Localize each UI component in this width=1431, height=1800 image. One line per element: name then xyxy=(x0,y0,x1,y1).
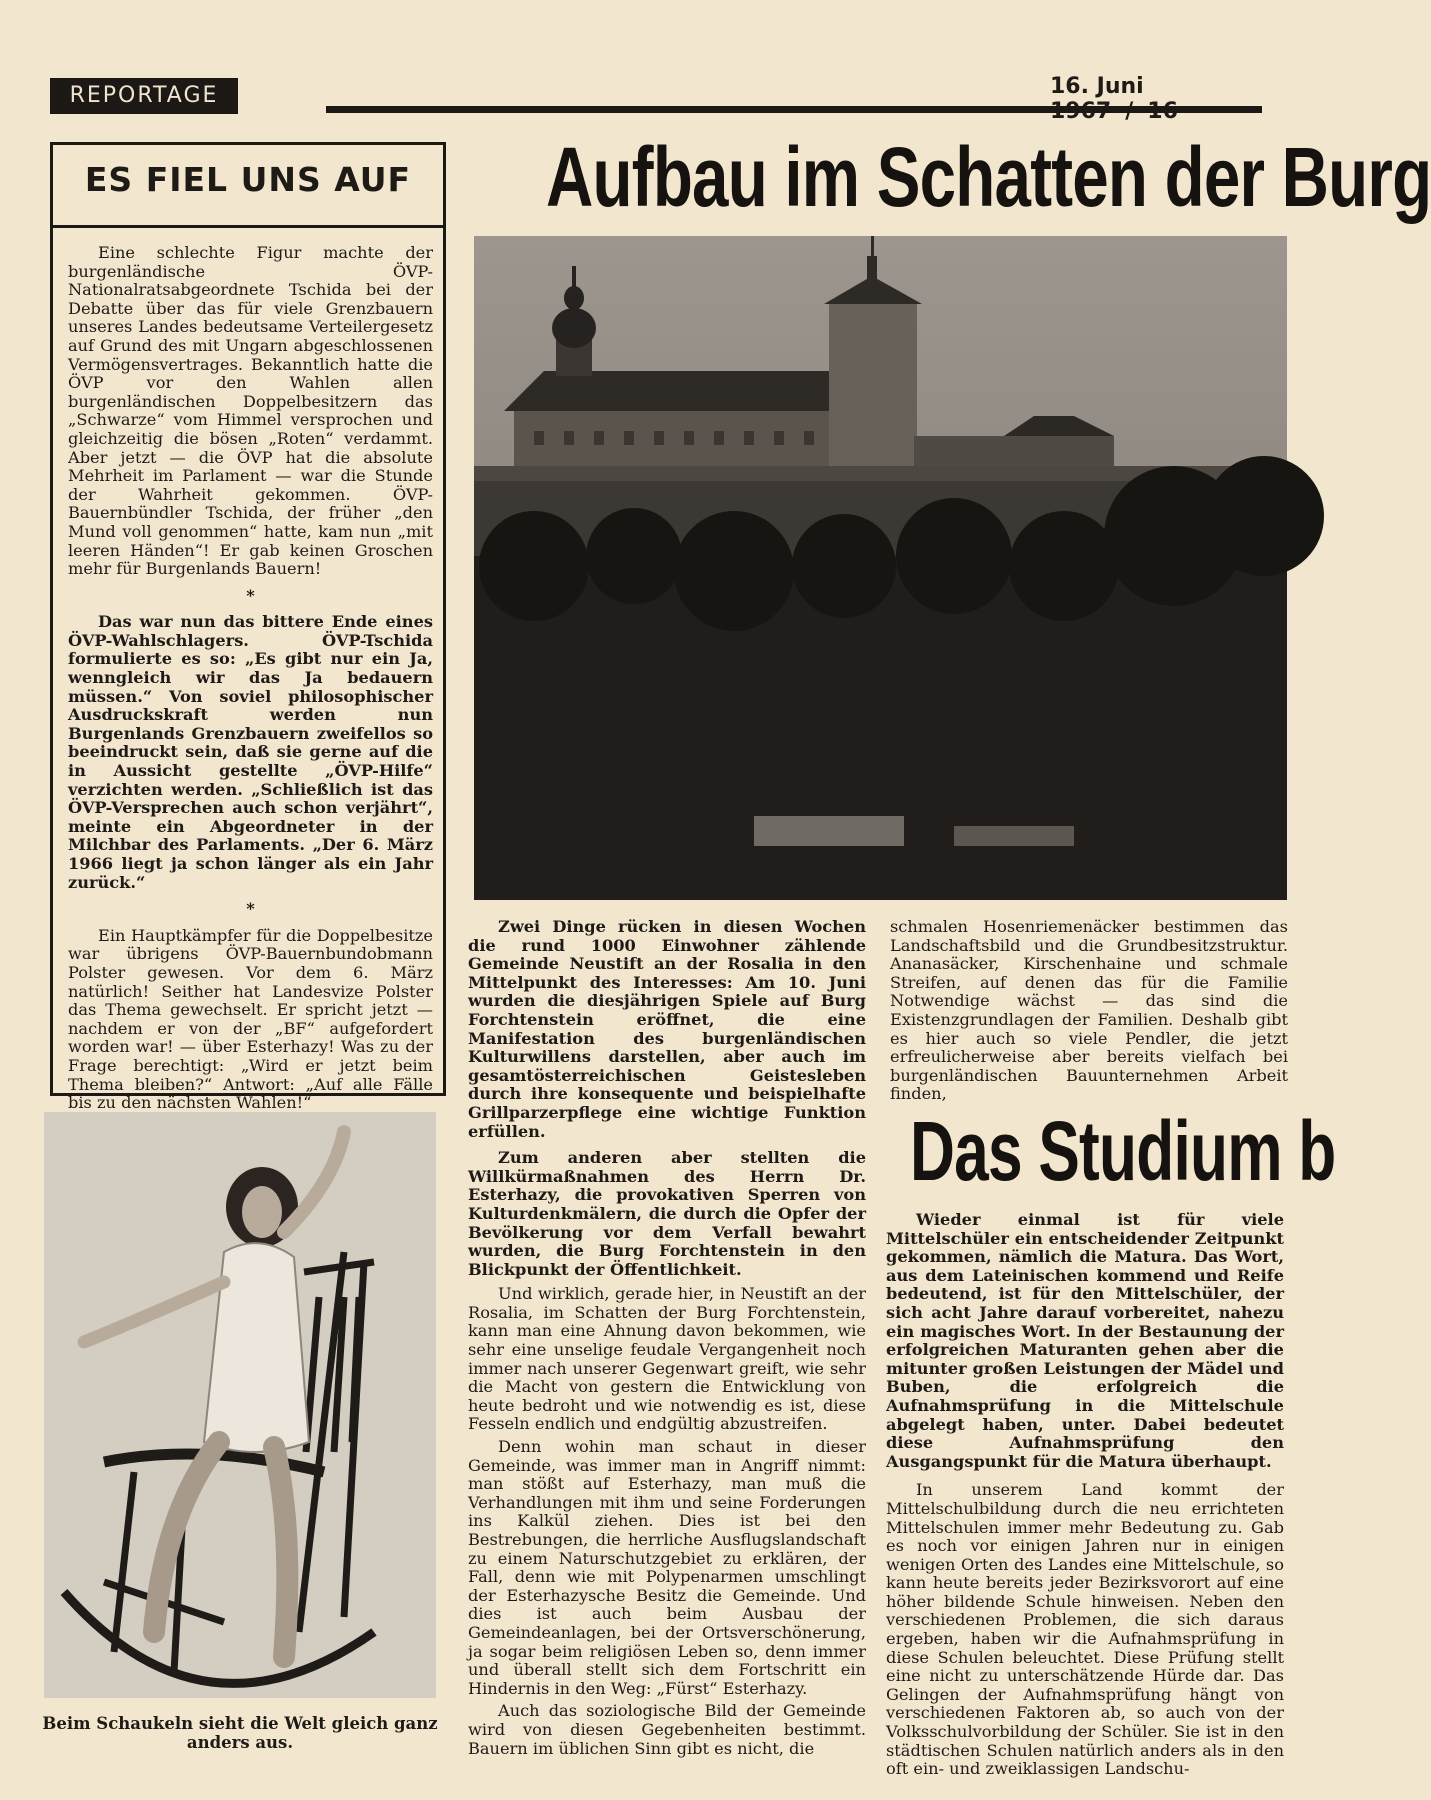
article-lead xyxy=(468,918,866,1758)
sidebar-paragraph: Das war nun das bittere Ende eines ÖVP-Wahlschlagers. ÖVP-Tschida formulierte es so: „Es gibt nur ein Ja, wenngleich wir das Ja bedauern müssen.“ Von soviel philosophischer Ausdruckskraft werden nun Burgenlands Grenzbauern zweifellos so beeindruckt sein, daß sie gerne auf die in Aussicht gestellte „ÖVP-Hilfe“ verzichten werden. „Schließlich ist das ÖVP-Versprechen auch schon verjährt“, meinte ein Abgeordneter in der Milchbar des Parlaments. „Der 6. März 1966 liegt ja schon länger als ein Jahr zurück.“ xyxy=(68,612,433,892)
sidebar-title: ES FIEL UNS AUF xyxy=(84,160,412,199)
article-lead-paragraph: Zwei Dinge rücken in diesen Wochen die rund 1000 Einwohner zählende Gemeinde Neustift an der Rosalia in den Mittelpunkt des Interesses: Am 10. Juni wurden die diesjährigen Spiele auf Burg Forchtenstein eröffnet, die eine Manifestation des burgenländischen Kulturwillens darstellen, aber auch im gesamtösterreichischen Geistesleben durch ihre konsequente und beispielhafte Grillparzerpflege eine wichtige Funktion erfüllen. xyxy=(468,917,866,1141)
issue-date: 16. Juni xyxy=(1050,74,1144,99)
rocking-chair-photo xyxy=(44,1112,436,1698)
sidebar-paragraph: Ein Hauptkämpfer für die Doppelbesitze war übrigens ÖVP-Bauernbundobmann Polster gewesen. Vor dem 6. März natürlich! Seither hat Landesvize Polster das Thema gewechselt. Er spricht jetzt — nachdem er von der „BF“ aufgefordert worden war! — über Esterhazy! Was zu der Frage berechtigt: „Wird er jetzt beim Thema bleiben?“ Antwort: „Auf alle Fälle bis zu den nächsten Wahlen!“ xyxy=(68,925,433,1113)
sidebar-paragraph: Eine schlechte Figur machte der burgenländische ÖVP-Nationalratsabgeordnete Tschida bei der Debatte über das für viele Grenzbauern unseres Landes bedeutsame Verteilergesetz auf Grund des mit Ungarn abgeschlossenen Vermögensvertrages. Bekanntlich hatte die ÖVP vor den Wahlen allen burgenländischen Doppelbesitzern das „Schwarze“ vom Himmel versprochen und gleichzeitig die bösen „Roten“ verdammt. Aber jetzt — die ÖVP hat die absolute Mehrheit im Parlament — war die Stunde der Wahrheit gekommen. ÖVP-Bauernbündler Tschida, der früher „den Mund voll genommen“ hatte, kam nun „mit leeren Händen“! Er gab keinen Groschen mehr für Burgenlands Bauern! xyxy=(68,243,433,579)
sidebar-text xyxy=(68,244,433,1113)
article-continuation-paragraph: schmalen Hosenriemenäcker bestimmen das Landschaftsbild und die Grundbesitzstruktur. Ananasäcker, Kirschenhaine und schmale Streifen, auf denen das für die Familie Notwendige wächst — das sind die Existenzgrundlagen der Familien. Deshalb gibt es hier auch so viele Pendler, die jetzt erfreulicherweise aber bereits vielfach bei burgenländischen Bauunternehmen Arbeit finden, xyxy=(890,917,1288,1104)
headline-main: Aufbau im Schatten der Burg xyxy=(546,130,1431,224)
rocking-chair-illustration xyxy=(44,1112,436,1698)
article2-body: In unserem Land kommt der Mittelschulbildung durch die neu errichteten Mittelschulen immer mehr Bedeutung zu. Gab es noch vor einigen Jahren nur in einigen wenigen Orten des Landes eine Mittelschule, so kann heute bereits jeder Bezirksvorort auf eine höher bildende Schule hinweisen. Neben den verschiedenen Problemen, die sich daraus ergeben, haben wir die Aufnahmsprüfung in diese Schulen beleuchtet. Diese Prüfung stellt eine nicht zu unterschätzende Hürde dar. Das Gelingen der Aufnahmsprüfung hängt von verschiedenen Faktoren ab, so auch von der Volksschulvorbildung der Schüler. Sie ist in den städtischen Schulen natürlich anders als in den oft ein- und zweiklassigen Landschu- xyxy=(886,1480,1284,1779)
dateline xyxy=(1050,74,1280,124)
section-label: REPORTAGE xyxy=(50,78,238,114)
article-lead-paragraph: Zum anderen aber stellten die Willkürmaßnahmen des Herrn Dr. Esterhazy, die provokativen Sperren von Kulturdenkmälern, die durch die Opfer der Bevölkerung vor dem Verfall bewahrt wurden, die Burg Forchtenstein in den Blickpunkt der Öffentlichkeit. xyxy=(468,1148,866,1279)
article-body-paragraph: Auch das soziologische Bild der Gemeinde wird von diesen Gegebenheiten bestimmt. Bauern im üblichen Sinn gibt es nicht, die xyxy=(468,1701,866,1758)
headline-second: Das Studium b xyxy=(910,1104,1336,1198)
sidebar-separator: * xyxy=(246,899,255,919)
photo-caption: Beim Schaukeln sieht die Welt gleich ganz anders aus. xyxy=(42,1714,438,1752)
castle-illustration xyxy=(474,236,1287,900)
article2-lead: Wieder einmal ist für viele Mittelschüler ein entscheidender Zeitpunkt gekommen, nämlich die Matura. Das Wort, aus dem Lateinischen kommend und Reife bedeutend, ist für den Mittelschüler, der sich acht Jahre darauf vorbereitet, nahezu ein magisches Wort. In der Bestaunung der erfolgreichen Maturanten gehen aber die mitunter großen Leistungen der Mädel und Buben, die erfolgreich die Aufnahmsprüfung in die Mittelschule abgelegt haben, unter. Dabei bedeutet diese Aufnahmsprüfung den Ausgangspunkt für die Matura überhaupt. xyxy=(886,1210,1284,1471)
article-body-paragraph: Denn wohin man schaut in dieser Gemeinde, was immer man in Angriff nimmt: man stößt auf Esterhazy, man muß die Verhandlungen mit ihm und seine Forderungen ins Kalkül ziehen. Dies ist bei den Bestrebungen, die herrliche Ausflugslandschaft zu einem Naturschutzgebiet zu erklären, der Fall, denn wie mit Polypenarmen umschlingt der Esterhazysche Besitz die Gemeinde. Und dies ist auch beim Ausbau der Gemeindeanlagen, bei der Ortsverschönerung, ja sogar beim religiösen Leben so, denn immer und überall stellt sich dem Fortschritt ein Hindernis in den Weg: „Fürst“ Esterhazy. xyxy=(468,1437,866,1698)
article2-text xyxy=(886,1211,1284,1779)
sidebar-separator: * xyxy=(246,585,255,605)
header-rule xyxy=(326,106,1262,113)
article-continuation xyxy=(890,918,1288,1104)
castle-photo xyxy=(474,236,1287,900)
article-body-paragraph: Und wirklich, gerade hier, in Neustift an der Rosalia, im Schatten der Burg Forchtenstein, kann man eine Ahnung davon bekommen, wie sehr eine unselige feudale Vergangenheit noch immer nach unserer Gegenwart greift, wie sehr die Macht von gestern die Entwicklung von heute bedroht und wie notwendig es ist, diese Fesseln endlich und endgültig abzustreifen. xyxy=(468,1284,866,1434)
